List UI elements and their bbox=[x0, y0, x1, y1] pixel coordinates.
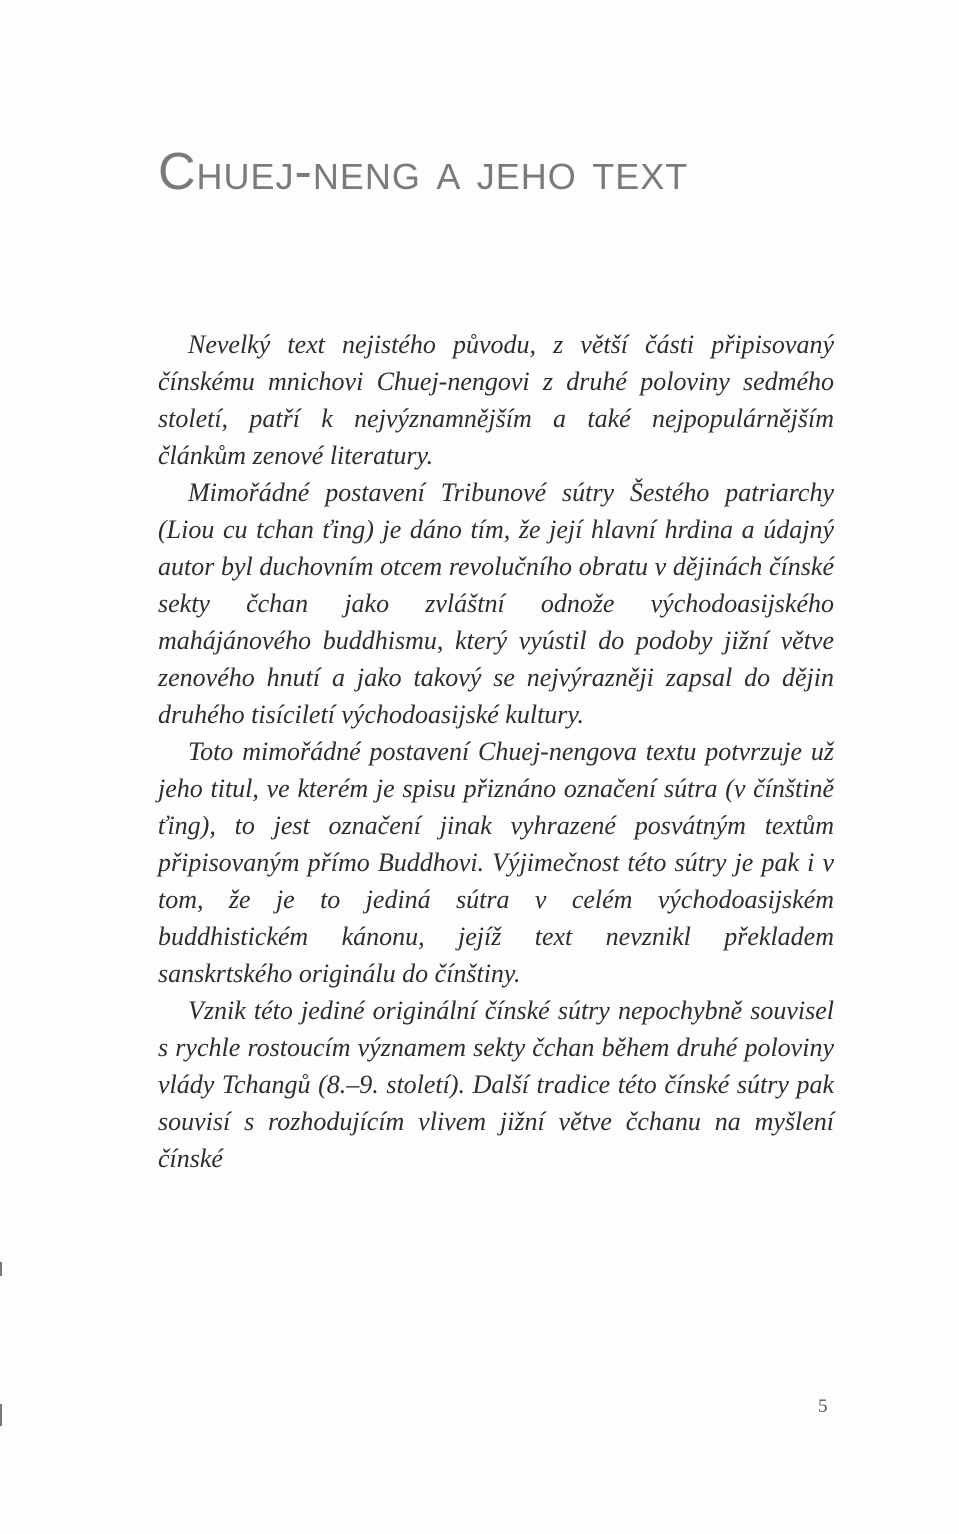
body-text bbox=[158, 326, 834, 1177]
paragraph: Toto mimořádné postavení Chuej-nengova textu potvrzuje už jeho titul, ve kterém je spisu přiznáno označení sútra (v čínštině ťing), to jest označení jinak vyhrazené posvátným textům připisovaným přímo Buddhovi. Výjimečnost této sútry je pak i v tom, že je to jediná sútra v celém východoasijském buddhistickém kánonu, jejíž text nevznikl překladem sanskrtského originálu do čínštiny. bbox=[158, 737, 834, 988]
page-number: 5 bbox=[818, 1396, 828, 1417]
paragraph: Mimořádné postavení Tribunové sútry Šestého patriarchy (Liou cu tchan ťing) je dáno tím, že její hlavní hrdina a údajný autor byl duchovním otcem revolučního obratu v dějinách čínské sekty čchan jako zvláštní odnože východoasijského mahájánového buddhismu, který vyústil do podoby jižní větve zenového hnutí a jako takový se nejvýrazněji zapsal do dějin druhého tisíciletí východoasijské kultury. bbox=[158, 478, 834, 729]
chapter-title: Chuej-neng a jeho text bbox=[158, 143, 689, 201]
paragraph: Vznik této jediné originální čínské sútry nepochybně souvisel s rychle rostoucím významem sekty čchan během druhé poloviny vlády Tchangů (8.–9. století). Další tradice této čínské sútry pak souvisí s rozhodujícím vlivem jižní větve čchanu na myšlení čínské bbox=[158, 996, 834, 1173]
scan-edge-mark bbox=[0, 1262, 2, 1276]
scan-edge-mark bbox=[0, 1404, 2, 1426]
paragraph: Nevelký text nejistého původu, z větší části připisovaný čínskému mnichovi Chuej-nengovi z druhé poloviny sedmého století, patří k nejvýznamnějším a také nejpopulárnějším článkům zenové literatury. bbox=[158, 330, 834, 470]
